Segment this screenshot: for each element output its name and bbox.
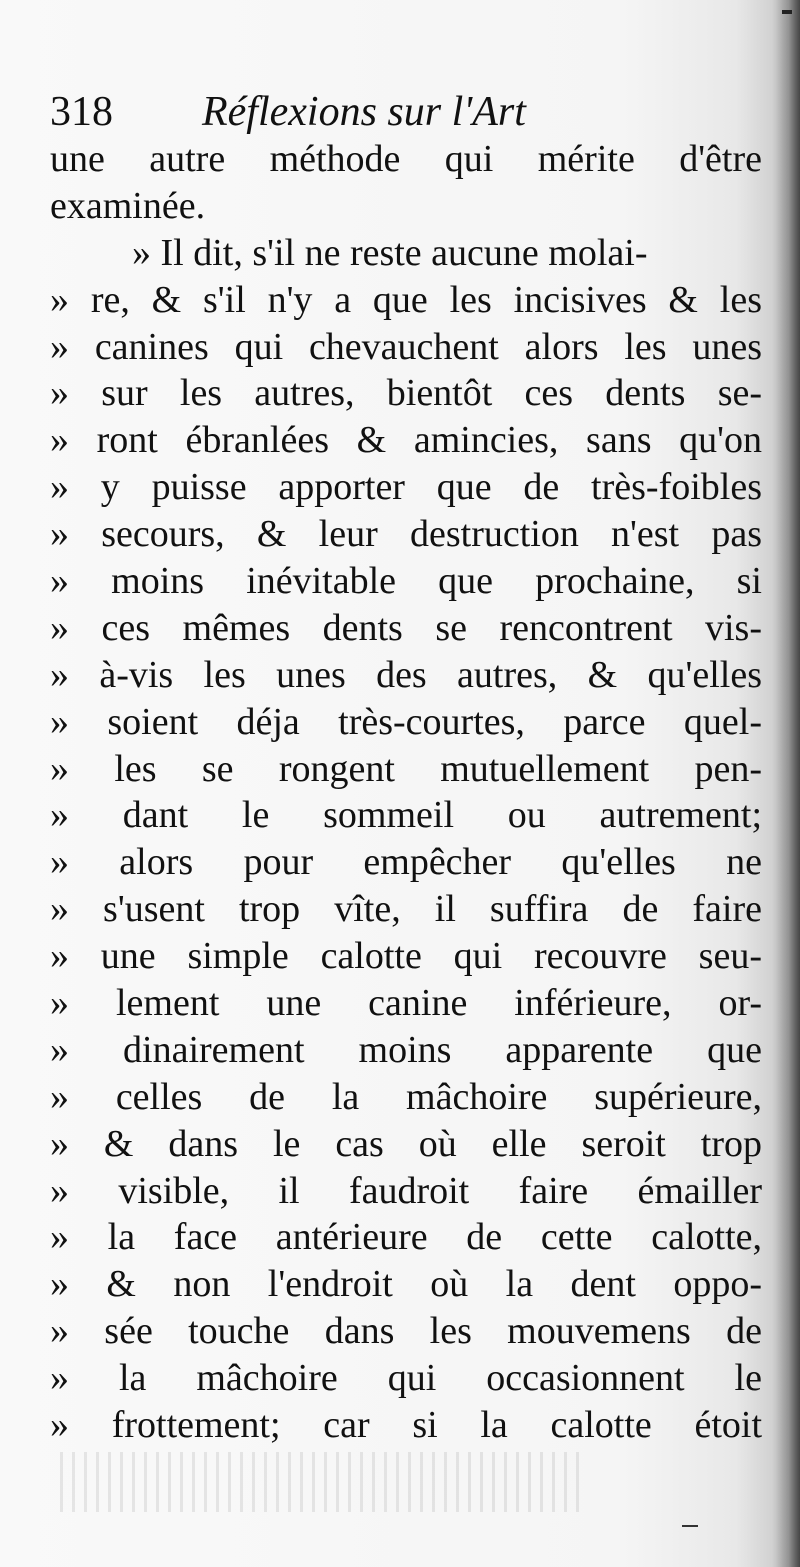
body-text	[50, 136, 765, 1449]
text-line: » canines qui chevauchent alors les unes	[50, 325, 762, 368]
text-line: » s'usent trop vîte, il suffira de faire	[50, 888, 762, 931]
page-number: 318	[50, 89, 113, 135]
text-line: » alors pour empêcher qu'elles ne	[50, 841, 762, 884]
page-header	[50, 86, 760, 138]
text-line: » & non l'endroit où la dent oppo-	[50, 1263, 762, 1306]
text-line: » dinairement moins apparente que	[50, 1028, 762, 1071]
text-line: examinée.	[50, 184, 206, 227]
text-line: » frottement; car si la calotte étoit	[50, 1404, 762, 1447]
scan-mark	[782, 10, 792, 14]
text-line: » secours, & leur destruction n'est pas	[50, 513, 762, 556]
text-line: » lement une canine inférieure, or-	[50, 982, 762, 1025]
text-line: » la face antérieure de cette calotte,	[50, 1216, 762, 1259]
text-line: » re, & s'il n'y a que les incisives & les	[50, 278, 762, 321]
text-line: » moins inévitable que prochaine, si	[50, 560, 762, 603]
text-line: » sur les autres, bientôt ces dents se-	[50, 372, 762, 415]
text-line: » la mâchoire qui occasionnent le	[50, 1357, 762, 1400]
running-title: Réflexions sur l'Art	[202, 89, 526, 135]
text-line: » sée touche dans les mouvemens de	[50, 1310, 762, 1353]
text-line: » ront ébranlées & amincies, sans qu'on	[50, 419, 762, 462]
text-line: une autre méthode qui mérite d'être	[50, 138, 762, 180]
text-line: » les se rongent mutuellement pen-	[50, 747, 762, 790]
text-line: » dant le sommeil ou autrement;	[50, 794, 762, 837]
text-line: » celles de la mâchoire supérieure,	[50, 1075, 762, 1118]
text-line: » ces mêmes dents se rencontrent vis-	[50, 606, 762, 649]
text-line: » une simple calotte qui recouvre seu-	[50, 935, 762, 978]
text-line: » & dans le cas où elle seroit trop	[50, 1122, 762, 1165]
text-line: » soient déja très-courtes, parce quel-	[50, 700, 762, 743]
page-edge-shadow	[772, 0, 800, 1567]
show-through-text	[60, 1452, 580, 1512]
ink-mark	[682, 1525, 698, 1527]
text-line: » y puisse apporter que de très-foibles	[50, 466, 762, 509]
text-line: » visible, il faudroit faire émailler	[50, 1169, 762, 1212]
text-line: » Il dit, s'il ne reste aucune molai-	[132, 231, 648, 274]
text-line: » à-vis les unes des autres, & qu'elles	[50, 653, 762, 696]
